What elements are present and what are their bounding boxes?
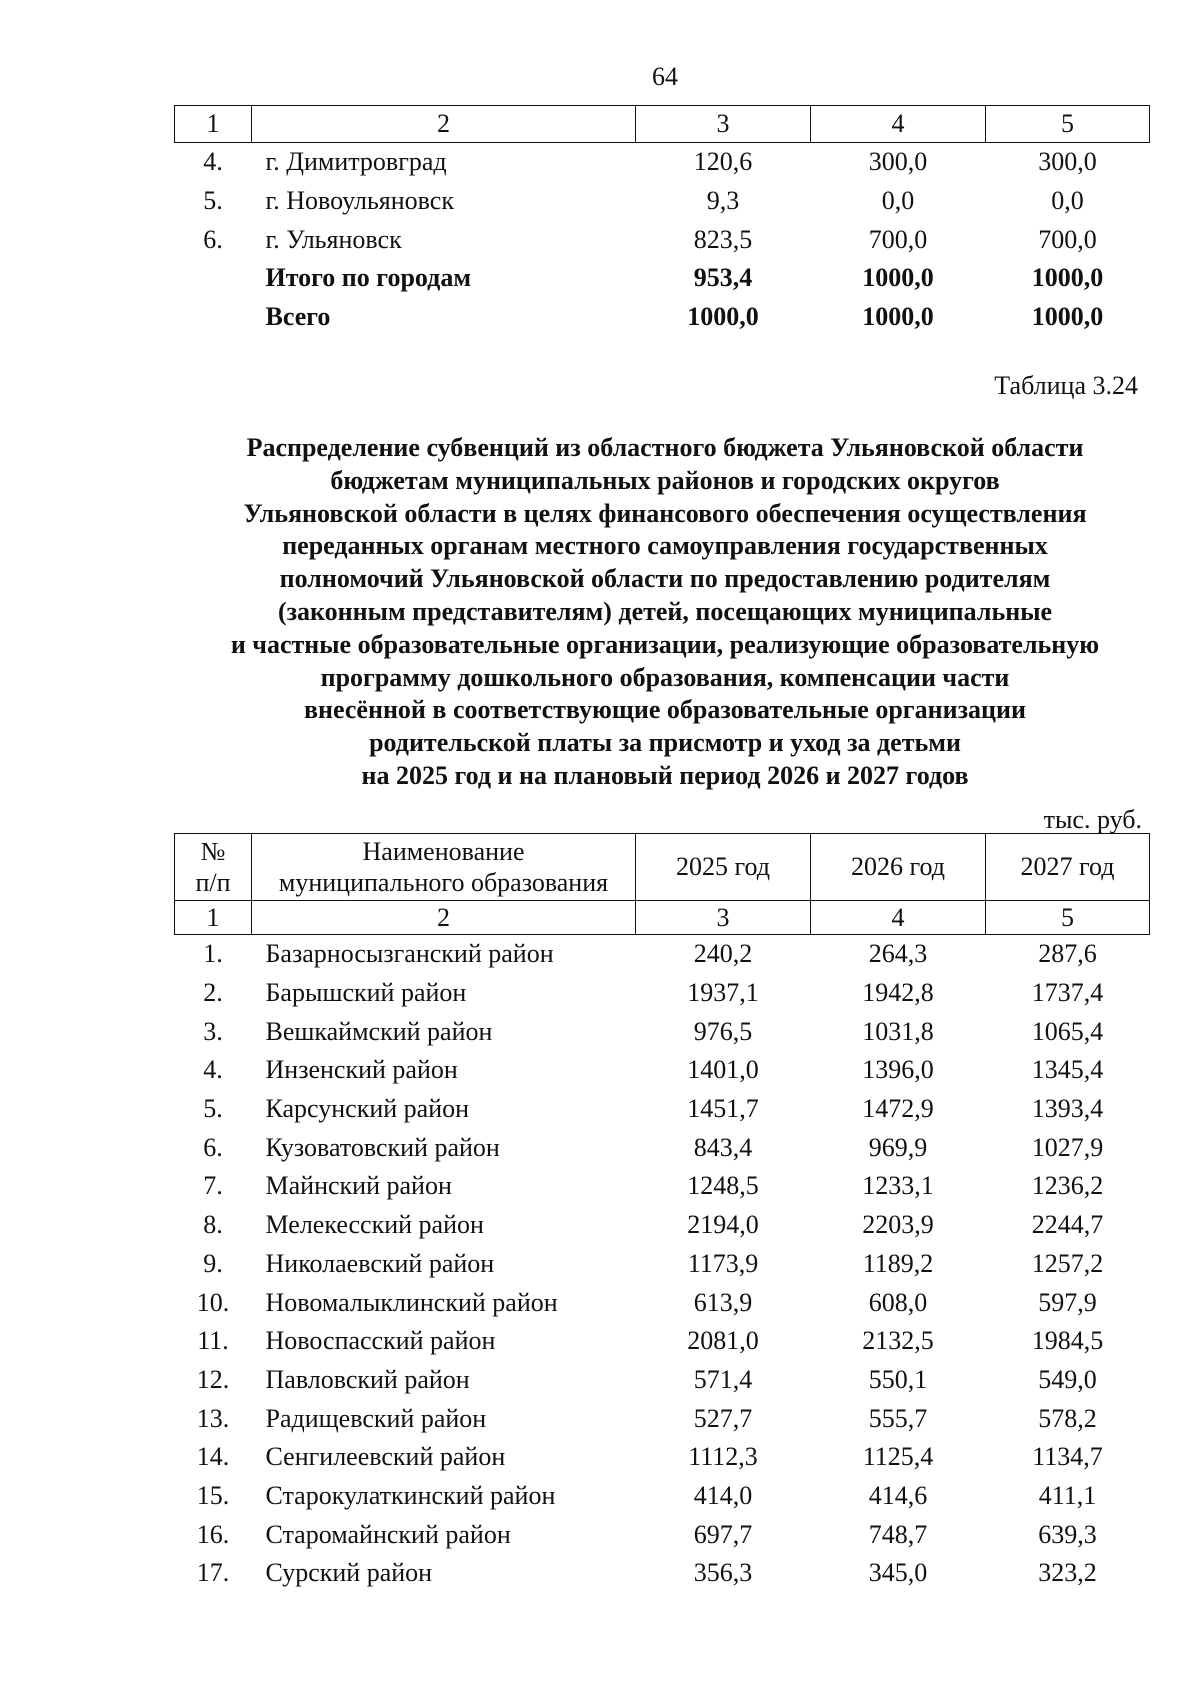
row-number: 4. bbox=[203, 1055, 223, 1085]
total-col4: 1000,0 bbox=[862, 302, 934, 332]
row-number: 14. bbox=[196, 1442, 230, 1472]
value-2027: 1236,2 bbox=[1031, 1171, 1104, 1201]
value-2025: 613,9 bbox=[693, 1287, 753, 1317]
value-2025: 1451,7 bbox=[687, 1094, 759, 1124]
municipality-name: г. Димитровград bbox=[265, 147, 447, 177]
value-2027: 1134,7 bbox=[1032, 1442, 1103, 1472]
column-number: 4 bbox=[811, 901, 986, 935]
column-number: 5 bbox=[986, 106, 1150, 143]
table-row bbox=[175, 1128, 1150, 1167]
title-line: полномочий Ульяновской области по предоставлению родителям bbox=[279, 564, 1051, 594]
municipality-name: Сенгилеевский район bbox=[265, 1442, 506, 1472]
municipality-name: Старокулаткинский район bbox=[265, 1480, 556, 1510]
table-row bbox=[175, 1361, 1150, 1400]
value-2026: 1125,4 bbox=[862, 1442, 934, 1472]
row-number: 15. bbox=[196, 1480, 230, 1510]
total-col3: 1000,0 bbox=[687, 302, 759, 332]
value-2026: 555,7 bbox=[868, 1403, 928, 1433]
row-number: 16. bbox=[196, 1519, 230, 1549]
municipality-name: Радищевский район bbox=[265, 1403, 487, 1433]
value-2025: 571,4 bbox=[693, 1364, 753, 1394]
value-2026: 550,1 bbox=[868, 1364, 928, 1394]
value-2027: 1737,4 bbox=[1031, 978, 1104, 1008]
header-row bbox=[175, 834, 1150, 901]
municipality-name: Павловский район bbox=[265, 1364, 470, 1394]
value-2025: 1112,3 bbox=[688, 1442, 758, 1472]
value-2027: 1257,2 bbox=[1031, 1248, 1104, 1278]
municipality-name: Новомалыклинский район bbox=[265, 1287, 558, 1317]
subtotal-row bbox=[175, 259, 1150, 298]
municipality-name: Старомайнский район bbox=[265, 1519, 511, 1549]
value-2027: 1027,9 bbox=[1031, 1132, 1104, 1162]
row-number: 5. bbox=[203, 1094, 223, 1124]
value-2027: 1984,5 bbox=[1031, 1326, 1104, 1356]
value-2027: 323,2 bbox=[1038, 1558, 1097, 1588]
value-2025: 527,7 bbox=[693, 1403, 753, 1433]
table-row bbox=[175, 1090, 1150, 1129]
value-col3: 120,6 bbox=[693, 147, 753, 177]
municipality-name: г. Новоульяновск bbox=[265, 186, 454, 216]
title-line: бюджетам муниципальных районов и городских округов bbox=[330, 465, 1000, 495]
value-2026: 1233,1 bbox=[862, 1171, 934, 1201]
table-row bbox=[175, 220, 1150, 259]
municipality-name: Сурский район bbox=[265, 1558, 433, 1588]
municipality-name: Николаевский район bbox=[265, 1248, 495, 1278]
table-title bbox=[150, 432, 1180, 793]
table-row bbox=[175, 1206, 1150, 1245]
table-row bbox=[175, 1515, 1150, 1554]
column-number: 2 bbox=[252, 901, 636, 935]
value-2025: 1173,9 bbox=[687, 1248, 759, 1278]
value-col3: 9,3 bbox=[706, 186, 740, 216]
continued-table bbox=[174, 105, 1150, 336]
title-line: переданных органам местного самоуправления государственных bbox=[282, 531, 1048, 561]
row-number: 6. bbox=[203, 224, 223, 254]
row-number: 10. bbox=[196, 1287, 230, 1317]
value-2027: 411,1 bbox=[1038, 1480, 1097, 1510]
table-row bbox=[175, 1438, 1150, 1477]
title-line: внесённой в соответствующие образовательные организации bbox=[304, 695, 1026, 725]
value-2027: 597,9 bbox=[1038, 1287, 1097, 1317]
table-row bbox=[175, 1477, 1150, 1516]
row-number: 1. bbox=[203, 939, 223, 969]
header-number: № п/п bbox=[175, 834, 252, 901]
value-col4: 300,0 bbox=[868, 147, 928, 177]
column-number: 5 bbox=[986, 901, 1150, 935]
value-col4: 700,0 bbox=[868, 224, 928, 254]
table-row bbox=[175, 1554, 1150, 1593]
row-number: 2. bbox=[203, 978, 223, 1008]
table-row bbox=[175, 182, 1150, 221]
row-number: 5. bbox=[203, 186, 223, 216]
value-2025: 697,7 bbox=[693, 1519, 753, 1549]
column-number: 1 bbox=[175, 901, 252, 935]
municipality-name: Барышский район bbox=[265, 978, 467, 1008]
row-number: 17. bbox=[196, 1558, 230, 1588]
row-number: 7. bbox=[203, 1171, 223, 1201]
table-row bbox=[175, 1399, 1150, 1438]
row-number: 13. bbox=[196, 1403, 230, 1433]
header-year-2025: 2025 год bbox=[636, 834, 811, 901]
value-2025: 2194,0 bbox=[687, 1210, 759, 1240]
subvention-table bbox=[174, 833, 1150, 1593]
subtotal-label: Итого по городам bbox=[265, 263, 472, 293]
value-2025: 414,0 bbox=[693, 1480, 753, 1510]
title-line: программу дошкольного образования, компенсации части bbox=[320, 662, 1010, 692]
value-2025: 240,2 bbox=[693, 939, 753, 969]
municipality-name: Инзенский район bbox=[265, 1055, 458, 1085]
municipality-name: Майнский район bbox=[265, 1171, 452, 1201]
value-2027: 639,3 bbox=[1038, 1519, 1097, 1549]
value-2025: 843,4 bbox=[693, 1132, 753, 1162]
value-col5: 0,0 bbox=[1051, 186, 1084, 216]
table-row bbox=[175, 935, 1150, 974]
column-number: 2 bbox=[252, 106, 636, 143]
table-row bbox=[175, 1283, 1150, 1322]
title-line: Ульяновской области в целях финансового обеспечения осуществления bbox=[243, 498, 1087, 528]
value-2026: 969,9 bbox=[868, 1132, 928, 1162]
value-2027: 1393,4 bbox=[1031, 1094, 1104, 1124]
column-number: 4 bbox=[811, 106, 986, 143]
row-number: 8. bbox=[203, 1210, 223, 1240]
value-2027: 2244,7 bbox=[1031, 1210, 1104, 1240]
unit-label: тыс. руб. bbox=[1043, 805, 1142, 834]
value-2026: 1189,2 bbox=[862, 1248, 934, 1278]
municipality-name: Базарносызганский район bbox=[265, 939, 554, 969]
value-2026: 1942,8 bbox=[862, 978, 934, 1008]
column-number-row bbox=[175, 901, 1150, 935]
title-line: и частные образовательные организации, реализующие образовательную bbox=[230, 629, 1100, 659]
value-col3: 823,5 bbox=[693, 224, 753, 254]
value-2026: 1472,9 bbox=[862, 1094, 934, 1124]
title-line: Распределение субвенций из областного бюджета Ульяновской области bbox=[246, 433, 1084, 462]
municipality-name: Новоспасский район bbox=[265, 1326, 496, 1356]
value-2026: 748,7 bbox=[868, 1519, 928, 1549]
total-col5: 1000,0 bbox=[1031, 302, 1104, 332]
value-2025: 1248,5 bbox=[687, 1171, 759, 1201]
column-number-row bbox=[175, 106, 1150, 143]
table-row bbox=[175, 143, 1150, 182]
value-2026: 2132,5 bbox=[862, 1326, 934, 1356]
column-number: 3 bbox=[636, 106, 811, 143]
column-number: 1 bbox=[175, 106, 252, 143]
municipality-name: Вешкаймский район bbox=[265, 1016, 493, 1046]
value-col5: 700,0 bbox=[1038, 224, 1097, 254]
row-number: 12. bbox=[196, 1364, 230, 1394]
value-2027: 549,0 bbox=[1038, 1364, 1097, 1394]
total-row bbox=[175, 298, 1150, 337]
table-row bbox=[175, 1167, 1150, 1206]
value-2025: 1937,1 bbox=[687, 978, 759, 1008]
table-row bbox=[175, 974, 1150, 1013]
header-name: Наименование муниципального образования bbox=[252, 834, 636, 901]
municipality-name: Кузоватовский район bbox=[265, 1132, 500, 1162]
municipality-name: Карсунский район bbox=[265, 1094, 470, 1124]
row-number: 3. bbox=[203, 1016, 223, 1046]
table-row bbox=[175, 1245, 1150, 1284]
table-row bbox=[175, 1322, 1150, 1361]
subtotal-col5: 1000,0 bbox=[1031, 263, 1104, 293]
table-number: Таблица 3.24 bbox=[994, 371, 1138, 400]
value-2026: 608,0 bbox=[868, 1287, 928, 1317]
header-year-2026: 2026 год bbox=[811, 834, 986, 901]
title-line: (законным представителям) детей, посещающих муниципальные bbox=[277, 596, 1053, 626]
value-2025: 976,5 bbox=[693, 1016, 753, 1046]
title-line: на 2025 год и на плановый период 2026 и 2027 годов bbox=[361, 760, 969, 790]
subtotal-col4: 1000,0 bbox=[862, 263, 934, 293]
value-2027: 1065,4 bbox=[1031, 1016, 1104, 1046]
value-col5: 300,0 bbox=[1038, 147, 1097, 177]
row-number: 11. bbox=[197, 1326, 229, 1356]
row-number: 6. bbox=[203, 1132, 223, 1162]
column-number: 3 bbox=[636, 901, 811, 935]
value-2026: 264,3 bbox=[868, 939, 928, 969]
value-2025: 1401,0 bbox=[687, 1055, 759, 1085]
value-2027: 287,6 bbox=[1038, 939, 1097, 969]
row-number: 9. bbox=[203, 1248, 223, 1278]
value-2026: 345,0 bbox=[868, 1558, 928, 1588]
value-2027: 578,2 bbox=[1038, 1403, 1097, 1433]
page-number: 64 bbox=[652, 62, 678, 91]
value-2027: 1345,4 bbox=[1031, 1055, 1104, 1085]
row-number: 4. bbox=[203, 147, 223, 177]
table-row bbox=[175, 1051, 1150, 1090]
value-2026: 1031,8 bbox=[862, 1016, 934, 1046]
subtotal-col3: 953,4 bbox=[693, 263, 753, 293]
value-2025: 2081,0 bbox=[687, 1326, 759, 1356]
municipality-name: Мелекесский район bbox=[265, 1210, 484, 1240]
value-col4: 0,0 bbox=[881, 186, 915, 216]
value-2026: 1396,0 bbox=[862, 1055, 934, 1085]
value-2026: 414,6 bbox=[868, 1480, 928, 1510]
table-row bbox=[175, 1012, 1150, 1051]
title-line: родительской платы за присмотр и уход за детьми bbox=[369, 728, 961, 758]
municipality-name: г. Ульяновск bbox=[265, 224, 402, 254]
total-label: Всего bbox=[265, 302, 331, 332]
value-2025: 356,3 bbox=[693, 1558, 753, 1588]
value-2026: 2203,9 bbox=[862, 1210, 934, 1240]
header-year-2027: 2027 год bbox=[986, 834, 1150, 901]
